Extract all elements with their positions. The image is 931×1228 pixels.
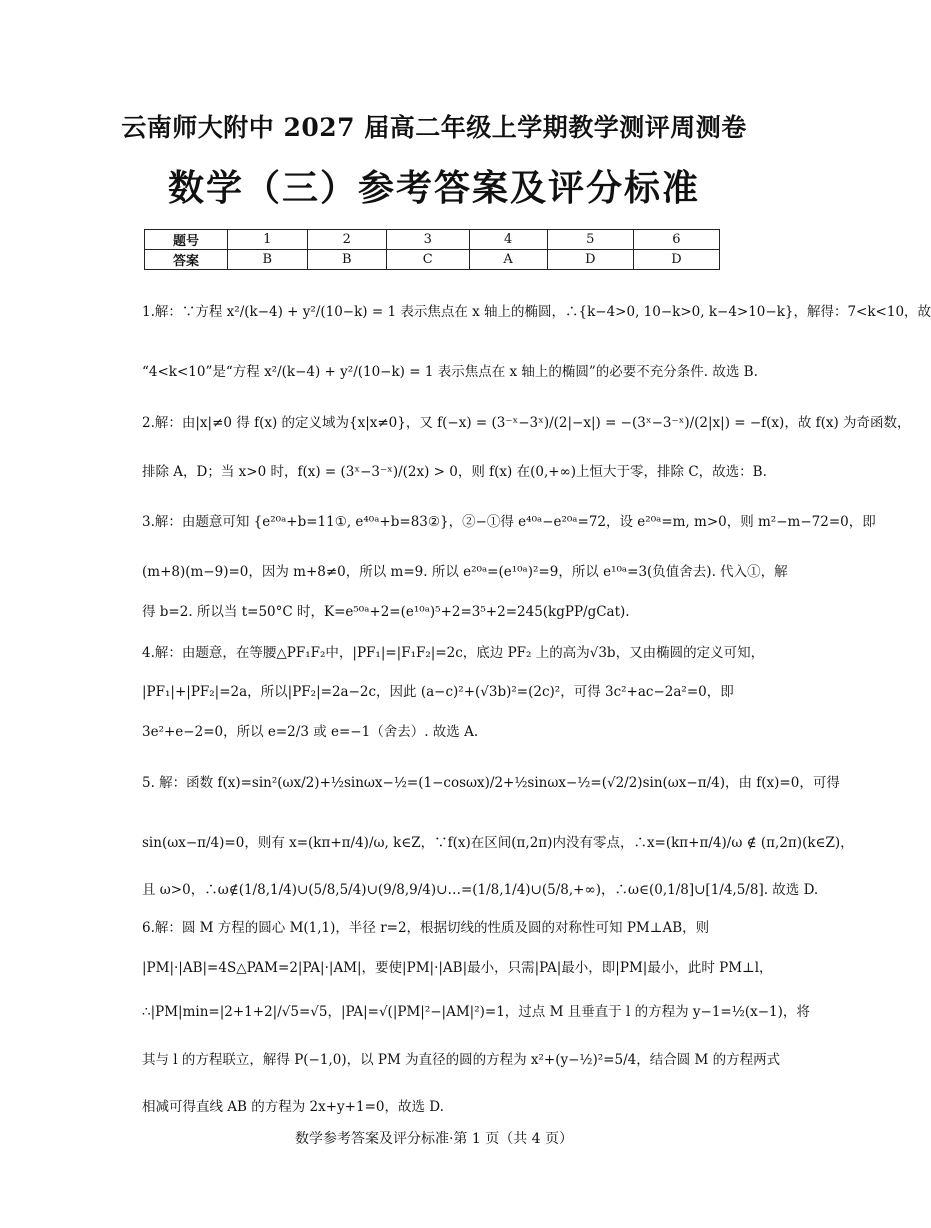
solution-1-line-1: 1.解：∵方程 x²/(k−4) + y²/(10−k) = 1 表示焦点在 x 轴上的椭圆，∴{k−4>0, 10−k>0, k−4>10−k}，解得：7<k<10，故 (142, 304, 931, 320)
answer-cell: C (387, 250, 469, 270)
document-title: 数学（三）参考答案及评分标准 (167, 167, 700, 209)
solution-2-line-2: 排除 A，D；当 x>0 时，f(x) = (3ˣ−3⁻ˣ)/(2x) > 0，则 f(x) 在(0,+∞)上恒大于零，排除 C，故选：B. (142, 464, 767, 480)
solution-1-line-2: “4<k<10”是“方程 x²/(k−4) + y²/(10−k) = 1 表示焦点在 x 轴上的椭圆”的必要不充分条件. 故选 B. (142, 364, 758, 380)
solution-4-line-3: 3e²+e−2=0，所以 e=2/3 或 e=−1（舍去）. 故选 A. (142, 724, 479, 740)
answer-cell: B (307, 250, 387, 270)
answer-row (145, 250, 720, 270)
answer-cell: B (228, 250, 308, 270)
question-number: 2 (307, 230, 387, 250)
solution-2-line-1: 2.解：由|x|≠0 得 f(x) 的定义域为{x|x≠0}，又 f(−x) = (3⁻ˣ−3ˣ)/(2|−x|) = −(3ˣ−3⁻ˣ)/(2|x|) = −f(x)，故 f(x) 为奇函数， (142, 415, 911, 431)
page-footer: 数学参考答案及评分标准·第 1 页（共 4 页） (294, 1131, 574, 1147)
solution-5-line-1: 5. 解：函数 f(x)=sin²(ωx/2)+½sinωx−½=(1−cosωx)/2+½sinωx−½=(√2/2)sin(ωx−π/4)，由 f(x)=0，可得 (142, 775, 840, 791)
answer-cell: D (547, 250, 633, 270)
question-number: 5 (547, 230, 633, 250)
solution-6-line-3: ∴|PM|min=|2+1+2|/√5=√5，|PA|=√(|PM|²−|AM|²)=1，过点 M 且垂直于 l 的方程为 y−1=½(x−1)，将 (142, 1004, 810, 1020)
solution-3-line-2: (m+8)(m−9)=0，因为 m+8≠0，所以 m=9. 所以 e²⁰ᵃ=(e¹⁰ᵃ)²=9，所以 e¹⁰ᵃ=3(负值舍去). 代入①，解 (142, 564, 788, 580)
solution-6-line-4: 其与 l 的方程联立，解得 P(−1,0)，以 PM 为直径的圆的方程为 x²+(y−½)²=5/4，结合圆 M 的方程两式 (142, 1052, 781, 1068)
question-number: 4 (469, 230, 547, 250)
solution-4-line-2: |PF₁|+|PF₂|=2a，所以|PF₂|=2a−2c，因此 (a−c)²+(√3b)²=(2c)²，可得 3c²+ac−2a²=0，即 (142, 684, 734, 700)
answer-table (144, 229, 720, 270)
question-number: 6 (633, 230, 719, 250)
solution-5-line-2: sin(ωx−π/4)=0，则有 x=(kπ+π/4)/ω, k∈Z，∵f(x)在区间(π,2π)内没有零点，∴x=(kπ+π/4)/ω ∉ (π,2π)(k∈Z)， (142, 835, 854, 851)
answer-label: 答案 (145, 250, 228, 270)
question-number: 3 (387, 230, 469, 250)
solution-6-line-5: 相减可得直线 AB 的方程为 2x+y+1=0，故选 D. (142, 1099, 444, 1115)
question-number-label: 题号 (145, 230, 228, 250)
solution-5-line-3: 且 ω>0，∴ω∉(1/8,1/4)∪(5/8,5/4)∪(9/8,9/4)∪…=(1/8,1/4)∪(5/8,+∞)，∴ω∈(0,1/8]∪[1/4,5/8]. 故选 D. (142, 882, 819, 898)
answer-cell: A (469, 250, 547, 270)
solution-4-line-1: 4.解：由题意，在等腰△PF₁F₂中，|PF₁|=|F₁F₂|=2c，底边 PF₂ 上的高为√3b，又由椭圆的定义可知， (142, 645, 765, 661)
question-number-row (145, 230, 720, 250)
solution-6-line-2: |PM|·|AB|=4S△PAM=2|PA|·|AM|，要使|PM|·|AB|最小，只需|PA|最小，即|PM|最小，此时 PM⊥l， (142, 960, 773, 976)
solution-3-line-1: 3.解：由题意可知 {e²⁰ᵃ+b=11①, e⁴⁰ᵃ+b=83②}，②−①得 e⁴⁰ᵃ−e²⁰ᵃ=72，设 e²⁰ᵃ=m, m>0，则 m²−m−72=0，即 (142, 514, 876, 530)
solution-6-line-1: 6.解：圆 M 方程的圆心 M(1,1)，半径 r=2，根据切线的性质及圆的对称性可知 PM⊥AB，则 (142, 920, 710, 936)
question-number: 1 (228, 230, 308, 250)
solution-3-line-3: 得 b=2. 所以当 t=50°C 时，K=e⁵⁰ᵃ+2=(e¹⁰ᵃ)⁵+2=3⁵+2=245(kgPP/gCat). (142, 604, 630, 620)
school-title: 云南师大附中 2027 届高二年级上学期教学测评周测卷 (121, 113, 747, 142)
answer-cell: D (633, 250, 719, 270)
